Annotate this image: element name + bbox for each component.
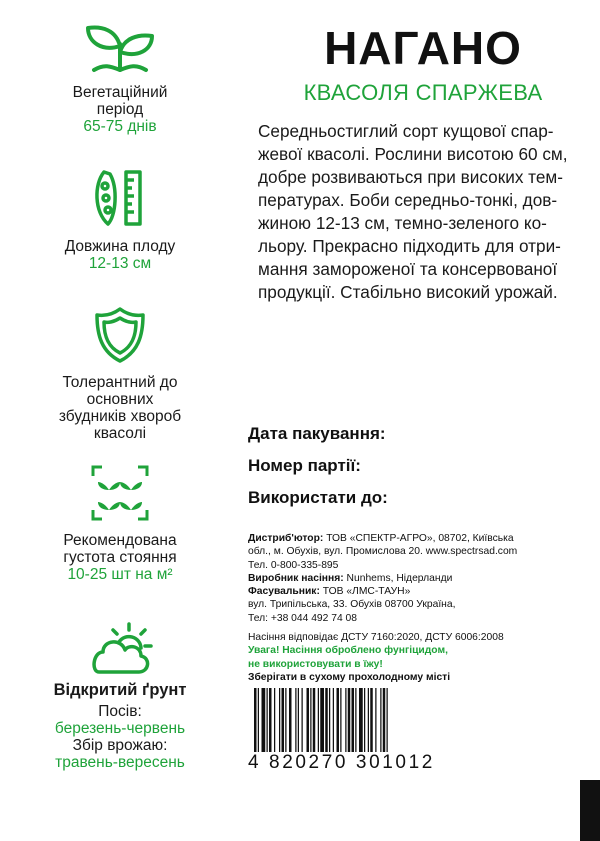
barcode-bar bbox=[310, 688, 311, 758]
product-description bbox=[258, 120, 578, 304]
sun-cloud-icon bbox=[85, 620, 155, 676]
barcode-bar bbox=[348, 688, 351, 758]
barcode-bar bbox=[340, 688, 341, 758]
sowing-value: березень-червень bbox=[54, 720, 186, 737]
harvest-value: травень-вересень bbox=[55, 754, 185, 771]
planting-grid-icon bbox=[90, 464, 150, 522]
barcode-bar bbox=[375, 688, 376, 758]
feature-open-ground bbox=[0, 620, 240, 771]
feature-value: 12-13 см bbox=[88, 255, 152, 272]
edge-mark bbox=[580, 780, 600, 841]
barcode-bar bbox=[355, 688, 356, 758]
product-subtitle: КВАСОЛЯ СПАРЖЕВА bbox=[303, 80, 543, 105]
distributor-label: Дистриб'ютор: bbox=[248, 533, 324, 544]
barcode-bar bbox=[313, 688, 316, 758]
pack-date-label: Дата пакування: bbox=[248, 424, 386, 443]
barcode-bar bbox=[318, 688, 319, 758]
barcode-bar bbox=[380, 688, 381, 758]
producer-label: Виробник насіння: bbox=[248, 572, 344, 584]
barcode-bar bbox=[345, 688, 346, 758]
description-line: мання замороженої та консервованої bbox=[258, 259, 558, 279]
barcode-bar bbox=[302, 688, 303, 758]
feature-tolerance bbox=[0, 306, 240, 442]
standards-text: Насіння відповідає ДСТУ 7160:2020, ДСТУ 6006:2008 bbox=[248, 632, 504, 643]
barcode-bar bbox=[298, 688, 299, 758]
barcode-bar bbox=[307, 688, 310, 758]
feature-value: 65-75 днів bbox=[83, 118, 157, 135]
barcode-bar bbox=[325, 688, 328, 758]
packer-phone: Тел: +38 044 492 74 08 bbox=[248, 612, 358, 624]
barcode-number: 4 820270 301012 bbox=[248, 752, 435, 773]
compliance-block bbox=[248, 631, 568, 684]
barcode-bar bbox=[383, 688, 386, 758]
packer-label: Фасувальник: bbox=[248, 586, 320, 598]
feature-label: Вегетаційний bbox=[72, 84, 168, 101]
batch-number-label: Номер партії: bbox=[248, 456, 361, 475]
sprout-icon bbox=[80, 22, 160, 74]
barcode-bar bbox=[329, 688, 330, 758]
barcode-bar bbox=[320, 688, 324, 758]
description-line: пературах. Боби середньо-тонкі, дов- bbox=[258, 190, 558, 210]
feature-label: збудників хвороб bbox=[58, 408, 182, 425]
packer-address: вул. Трипільська, 33. Обухів 08700 Україна, bbox=[248, 599, 456, 611]
barcode-bar bbox=[333, 688, 334, 758]
harvest-label: Збір врожаю: bbox=[72, 737, 168, 754]
barcode-bar bbox=[285, 688, 286, 758]
product-title: НАГАНО bbox=[324, 22, 522, 74]
pod-ruler-icon bbox=[90, 168, 150, 228]
feature-vegetation bbox=[0, 22, 240, 135]
barcode-bar bbox=[262, 688, 266, 758]
barcode-bar bbox=[370, 688, 373, 758]
warning-text: не використовувати в їжу! bbox=[248, 658, 383, 670]
distributor-phone: Тел. 0-800-335-895 bbox=[248, 559, 339, 571]
barcode-bar bbox=[359, 688, 363, 758]
producer-value: Nunhems, Нідерланди bbox=[343, 572, 453, 584]
feature-label: квасолі bbox=[93, 425, 147, 442]
barcode-bar bbox=[352, 688, 355, 758]
distributor-value: ТОВ «СПЕКТР-АГРО», 08702, Київська bbox=[323, 533, 514, 544]
storage-text: Зберігати в сухому прохолодному місті bbox=[248, 671, 451, 683]
feature-label: основних bbox=[86, 391, 154, 408]
use-by-label: Використати до: bbox=[248, 488, 388, 507]
description-line: Середньостиглий сорт кущової спар- bbox=[258, 121, 554, 141]
feature-density bbox=[0, 464, 240, 583]
feature-label: густота стояння bbox=[63, 549, 177, 566]
sowing-label: Посів: bbox=[98, 703, 142, 720]
barcode-bar bbox=[269, 688, 272, 758]
warning-text: Увага! Насіння оброблено фунгіцидом, bbox=[248, 645, 448, 657]
barcode-bar bbox=[289, 688, 292, 758]
description-line: добре розвиваються при високих тем- bbox=[258, 167, 563, 187]
packer-value: ТОВ «ЛМС-ТАУН» bbox=[319, 586, 411, 598]
description-line: продукції. Стабільно високий урожай. bbox=[258, 282, 558, 302]
feature-label: Довжина плоду bbox=[64, 238, 176, 255]
distributor-address: обл., м. Обухів, вул. Промислова 20. www.spectrsad.com bbox=[248, 546, 518, 558]
barcode-bar bbox=[368, 688, 369, 758]
description-line: льору. Прекрасно підходить для отри- bbox=[258, 236, 561, 256]
description-line: жиною 12-13 см, темно-зеленого ко- bbox=[258, 213, 547, 233]
shield-icon bbox=[92, 306, 148, 364]
barcode-bar bbox=[295, 688, 296, 758]
barcode-bar bbox=[274, 688, 275, 758]
open-ground-label: Відкритий ґрунт bbox=[53, 681, 187, 699]
barcode-bar bbox=[279, 688, 280, 758]
distributor-block bbox=[248, 532, 568, 625]
barcode-bar bbox=[337, 688, 340, 758]
feature-pod-length bbox=[0, 168, 240, 272]
barcode-bar bbox=[267, 688, 268, 758]
feature-label: Рекомендована bbox=[63, 532, 177, 549]
feature-label: період bbox=[96, 101, 144, 118]
barcode-bar bbox=[282, 688, 285, 758]
feature-label: Толерантний до bbox=[62, 374, 178, 391]
feature-value: 10-25 шт на м² bbox=[67, 566, 173, 583]
description-line: жевої квасолі. Рослини висотою 60 см, bbox=[258, 144, 568, 164]
barcode-bar bbox=[364, 688, 365, 758]
